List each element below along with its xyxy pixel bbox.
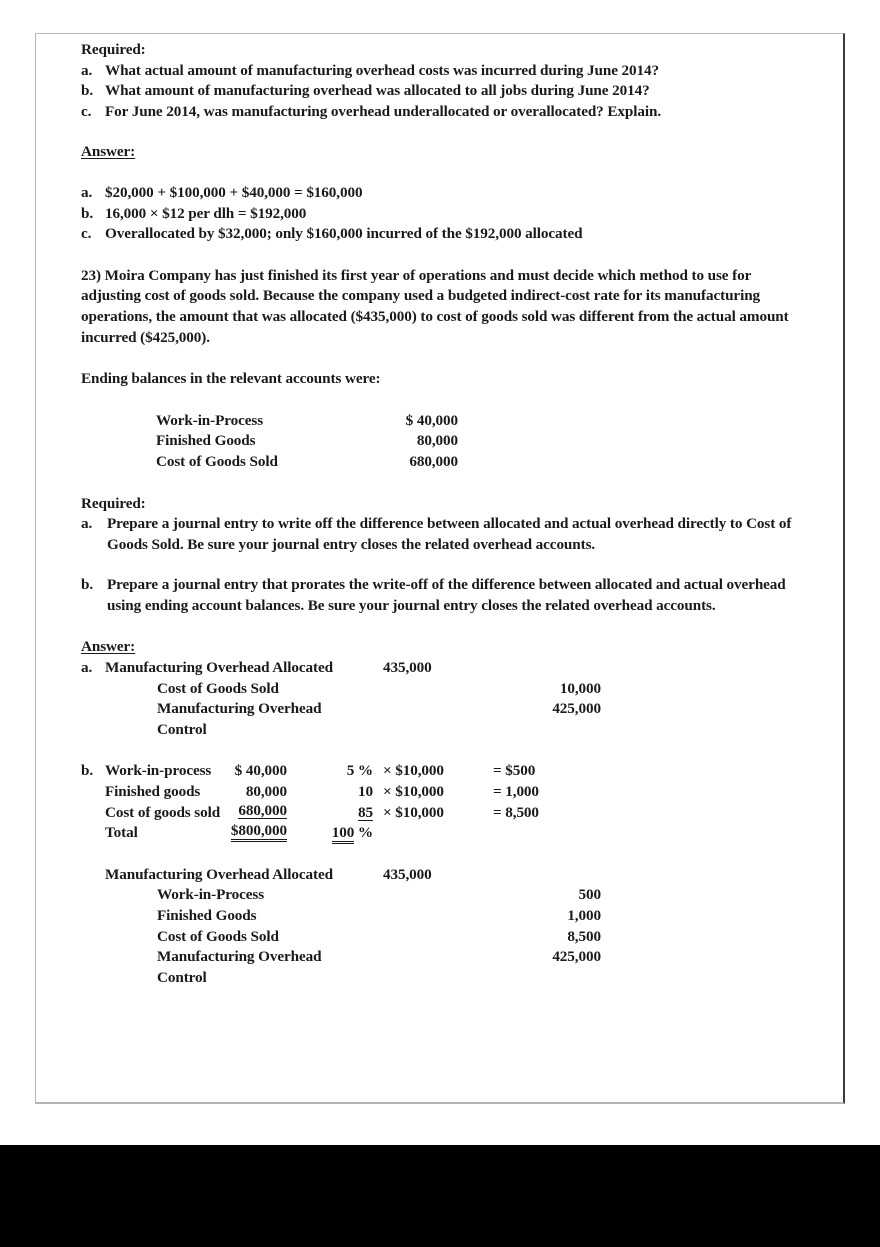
proration-label: Total — [105, 824, 138, 842]
question-item — [81, 102, 811, 123]
answer-heading-1 — [81, 142, 811, 163]
question-marker: b. — [81, 82, 94, 100]
proration-label-amount — [105, 823, 287, 844]
answer-text: $20,000 + $100,000 + $40,000 = $160,000 — [105, 183, 363, 201]
proration-percent-suffix: % — [354, 824, 373, 842]
spacer — [81, 844, 811, 865]
proration-balance: 680,000 — [238, 801, 287, 819]
spacer — [81, 740, 811, 761]
proration-percent-total — [287, 823, 383, 844]
required-marker: b. — [81, 576, 94, 594]
account-amount: 80,000 — [416, 432, 458, 450]
journal-account: Manufacturing Overhead Control — [157, 948, 322, 986]
proration-balance-total: $800,000 — [231, 823, 287, 842]
answer-marker: c. — [81, 225, 92, 243]
proration-label: Cost of goods sold — [105, 803, 221, 821]
question-23-paragraph: 23) Moira Company has just finished its first year of operations and must decide which method to use for adjusting cost of goods sold. Because the company used a budgeted indirect-cost rate for its manufacturing operations, the amount that was allocated ($435,000) to cost of goods sold was different from the actual amount incurred ($425,000). — [81, 266, 789, 346]
question-marker: a. — [81, 61, 93, 79]
proration-percent: 5 % — [346, 762, 373, 780]
account-name: Finished Goods — [156, 432, 256, 450]
answer-item — [81, 204, 811, 225]
spacer — [81, 473, 811, 494]
proration-result: = 1,000 — [493, 783, 539, 801]
answer-item — [81, 224, 811, 245]
required-heading-2: Required: — [81, 494, 146, 512]
question-text: For June 2014, was manufacturing overhead underallocated or overallocated? Explain. — [105, 102, 662, 120]
footer-black-bar — [0, 1145, 880, 1247]
journal-entry-b — [81, 865, 601, 989]
journal-account: Cost of Goods Sold — [157, 927, 279, 945]
account-name: Cost of Goods Sold — [156, 452, 278, 470]
journal-account: Cost of Goods Sold — [157, 679, 279, 697]
proration-multiplier: × $10,000 — [383, 803, 444, 821]
spacer — [81, 163, 811, 183]
required-text: Prepare a journal entry that prorates the write-off of the difference between allocated and actual overhead using ending account balances. Be sure your journal entry closes the related overhead accounts. — [107, 576, 786, 614]
spacer — [81, 245, 811, 266]
proration-label: Finished goods — [105, 783, 201, 801]
journal-line — [81, 679, 601, 700]
journal-debit: 435,000 — [383, 865, 432, 883]
document-page — [35, 33, 845, 1104]
journal-entry-a — [81, 658, 601, 740]
journal-credit: 500 — [578, 886, 601, 904]
required-text: Prepare a journal entry to write off the difference between allocated and actual overhead directly to Cost of Goods Sold. Be sure your journal entry closes the related overhead accounts. — [107, 515, 792, 553]
journal-account: Finished Goods — [157, 907, 257, 924]
account-amount: $ 40,000 — [405, 411, 458, 429]
journal-credit: 1,000 — [567, 907, 601, 924]
answer-marker: a. — [81, 183, 93, 201]
journal-credit: 425,000 — [552, 948, 601, 966]
required-item — [81, 514, 811, 555]
journal-account: Manufacturing Overhead Control — [157, 700, 322, 738]
spacer — [81, 348, 811, 369]
journal-line — [81, 947, 601, 988]
journal-account: Manufacturing Overhead Allocated — [105, 659, 333, 677]
proration-balance: 80,000 — [245, 783, 287, 801]
spacer — [81, 616, 811, 637]
question-text: What actual amount of manufacturing overhead costs was incurred during June 2014? — [105, 61, 660, 79]
document-content — [81, 40, 811, 988]
journal-line — [81, 885, 601, 906]
answer-heading-2-label: Answer: — [81, 638, 136, 656]
spacer — [81, 122, 811, 142]
question-item — [81, 81, 811, 102]
required-item — [81, 575, 811, 616]
question-marker: c. — [81, 102, 92, 120]
journal-marker: a. — [81, 659, 93, 677]
answer-marker: b. — [81, 204, 94, 222]
proration-multiplier: × $10,000 — [383, 762, 444, 780]
spacer — [81, 555, 811, 575]
journal-line — [81, 927, 601, 948]
journal-account: Work-in-Process — [157, 886, 265, 904]
answer-text: Overallocated by $32,000; only $160,000 incurred of the $192,000 allocated — [105, 225, 583, 243]
journal-debit: 435,000 — [383, 659, 432, 677]
table-row — [156, 452, 466, 473]
table-row — [81, 803, 601, 824]
table-row — [81, 782, 601, 803]
table-row — [81, 761, 601, 782]
table-row — [156, 411, 466, 432]
proration-percent-value: 85 — [358, 803, 373, 821]
balances-intro: Ending balances in the relevant accounts were: — [81, 370, 381, 388]
proration-balance: $ 40,000 — [234, 762, 287, 780]
journal-line — [81, 699, 601, 740]
proration-percent — [287, 803, 383, 824]
spacer — [81, 390, 811, 411]
account-amount: 680,000 — [409, 452, 458, 470]
table-row-total — [81, 823, 601, 844]
proration-multiplier: × $10,000 — [383, 783, 444, 801]
ending-balances-table — [156, 411, 466, 473]
proration-result: = $500 — [493, 762, 536, 780]
required-marker: a. — [81, 515, 93, 533]
answer-heading-1-label: Answer: — [81, 143, 136, 161]
answer-heading-2 — [81, 637, 811, 658]
table-row — [156, 431, 466, 452]
journal-line — [81, 658, 601, 679]
account-name: Work-in-Process — [156, 411, 264, 429]
proration-percent-value: 100 — [332, 825, 354, 844]
journal-line — [81, 906, 601, 927]
proration-table — [81, 761, 601, 843]
proration-label-amount — [105, 782, 287, 803]
proration-percent-value: 10 — [358, 783, 373, 801]
proration-result: = 8,500 — [493, 803, 539, 821]
journal-account: Manufacturing Overhead Allocated — [105, 865, 333, 883]
journal-credit: 8,500 — [567, 927, 601, 945]
proration-label-amount — [105, 803, 287, 824]
answer-text: 16,000 × $12 per dlh = $192,000 — [105, 204, 307, 222]
proration-marker: b. — [81, 762, 94, 780]
proration-label-amount — [105, 761, 287, 782]
answer-item — [81, 183, 811, 204]
proration-label: Work-in-process — [105, 762, 212, 780]
journal-line — [81, 865, 601, 886]
question-text: What amount of manufacturing overhead was allocated to all jobs during June 2014? — [105, 82, 650, 100]
required-heading-1: Required: — [81, 41, 146, 58]
question-item — [81, 61, 811, 82]
journal-credit: 10,000 — [559, 679, 601, 697]
journal-credit: 425,000 — [552, 700, 601, 718]
proration-percent — [287, 782, 383, 803]
